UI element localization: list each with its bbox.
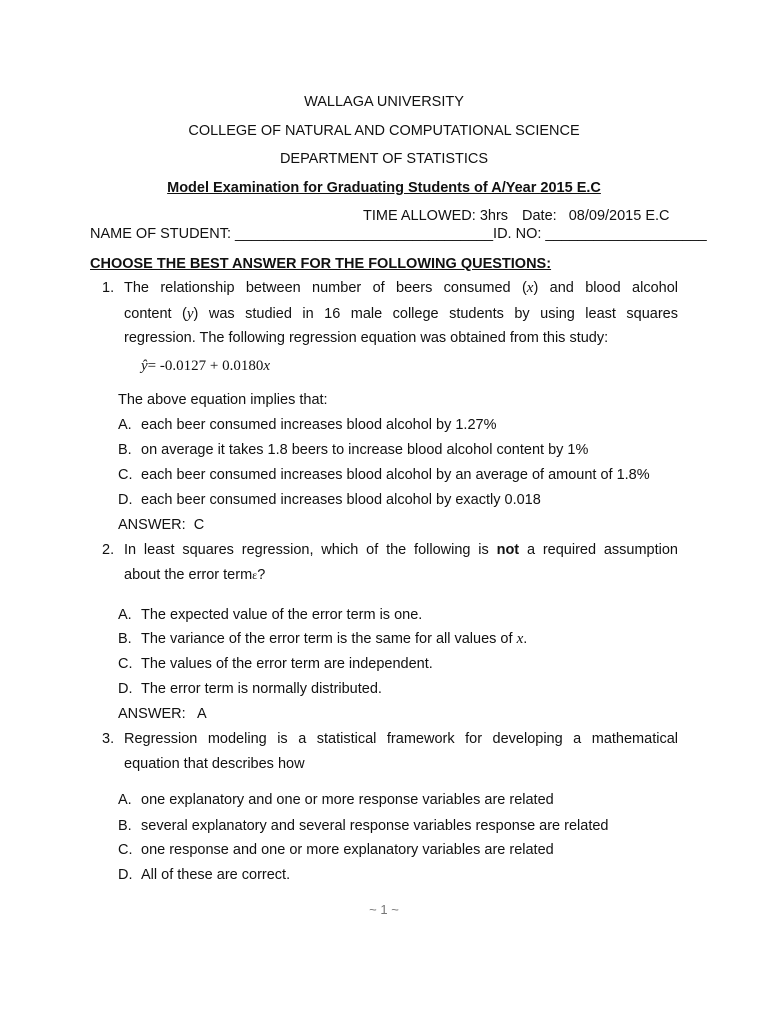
question-1-answer: ANSWER: C xyxy=(118,517,205,533)
page-number: ~ 1 ~ xyxy=(369,902,399,917)
exam-date: Date: 08/09/2015 E.C xyxy=(522,208,670,224)
college-name: COLLEGE OF NATURAL AND COMPUTATIONAL SCIENCE xyxy=(188,123,580,139)
department-name: DEPARTMENT OF STATISTICS xyxy=(279,151,489,167)
question-2-answer: ANSWER: A xyxy=(118,706,207,722)
question-1-line-1: The relationship between number of beers consumed (x) and blood alcohol xyxy=(124,280,678,296)
question-1-line-2: content (y) was studied in 16 male college students by using least squares xyxy=(124,306,679,322)
student-name-line: NAME OF STUDENT: ________________________________ID. NO: ____________________ xyxy=(90,226,707,242)
question-number: 2. xyxy=(102,542,115,558)
exam-page: WALLAGA UNIVERSITY COLLEGE OF NATURAL AND COMPUTATIONAL SCIENCE DEPARTMENT OF STATISTICS Model Examination for Graduating Students of A/Year 2015 E.C TIME ALLOWED: 3hrs Date: 08/09/2015 E.C NAME OF STUDENT: ________________________________ID. NO: ____________________ CHOOSE THE BEST ANSWER FOR THE FOLLOWING QUESTIONS: 1. The relationship between number of beers consumed (x) and blood alcohol content (y) was studied in 16 male college students by using least squares regression. The following regression equation was obtained from this study: ŷ= -0.0127 + 0.0180x The above equation implies that: A. each beer consumed increases blood alcohol by 1.27% B. on average it takes 1.8 beers to increase blood alcohol content by 1% C. each beer consumed increases blood alcohol by an average of amount of 1.8% D. each beer consumed increases blood alcohol by exactly 0.018 ANSWER: C 2. In least squares regression, which of the following is not a required assumption about the error termε? A. The expected value of the error term is one. B. The variance of the error term is the same for all values of x. C. The values of the error term are independent. D. The error term is normally distributed. ANSWER: A 3. Regression modeling is a statistical framework for developing a mathematical equation that describes how A. one explanatory and one or more response variables are related B. several explanatory and several response variables response are related C. one response and one or more explanatory variables are related D. All of these are correct. ~ 1 ~ xyxy=(0,0,768,1024)
question-2-line-1: In least squares regression, which of the following is not a required assumption xyxy=(124,542,678,558)
time-allowed: TIME ALLOWED: 3hrs xyxy=(363,208,509,224)
exam-title: Model Examination for Graduating Students of A/Year 2015 E.C xyxy=(167,180,601,196)
question-1-stem: The above equation implies that: xyxy=(118,392,328,408)
question-3-line-2: equation that describes how xyxy=(124,756,305,772)
instructions: CHOOSE THE BEST ANSWER FOR THE FOLLOWING QUESTIONS: xyxy=(90,256,552,272)
question-number: 3. xyxy=(102,731,115,747)
regression-equation: ŷ= -0.0127 + 0.0180x xyxy=(141,358,271,374)
question-1-line-3: regression. The following regression equation was obtained from this study: xyxy=(124,330,609,346)
university-name: WALLAGA UNIVERSITY xyxy=(304,94,464,110)
question-number: 1. xyxy=(102,280,115,296)
question-2-line-2: about the error termε? xyxy=(124,567,266,583)
question-3-line-1: Regression modeling is a statistical framework for developing a mathematical xyxy=(124,731,678,747)
